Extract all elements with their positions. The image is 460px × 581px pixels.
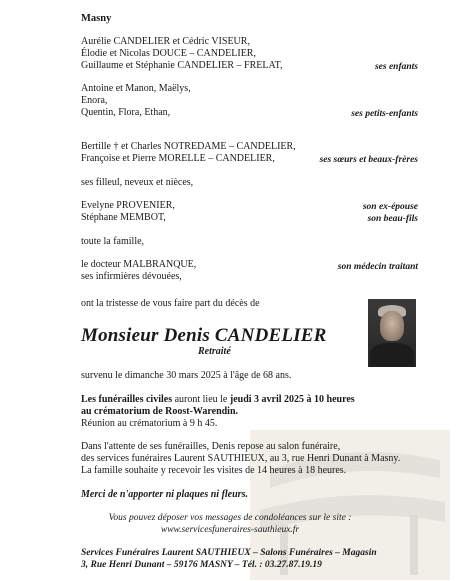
funeral-line-1 [81,394,355,406]
funeral-place: au crématorium de Roost-Warendin. [81,406,239,417]
funeral-home-address: 3, Rue Henri Dunant – 59176 MASNY – Tél. : 03.27.87.19.19 [81,560,322,570]
relation-label: son médecin traitant [337,262,418,272]
relation-label: ses sœurs et beaux-frères [319,155,418,165]
funeral-home-line: Services Funéraires Laurent SAUTHIEUX – Salons Funéraires – Magasin [81,548,377,558]
family-line: Quentin, Flora, Ethan, [81,107,171,118]
family-line: Bertille † et Charles NOTREDAME – CANDELIER, [81,141,296,152]
deceased-name: Monsieur Denis CANDELIER [81,325,327,346]
family-line: Antoine et Manon, Maëlys, [81,83,191,94]
family-line: ses infirmières dévouées, [81,271,182,282]
rest-line: La famille souhaite y recevoir les visites de 14 heures à 18 heures. [81,465,347,476]
family-line: Élodie et Nicolas DOUCE – CANDELIER, [81,48,256,59]
relation-label: son beau-fils [367,214,418,224]
announcement-text: ont la tristesse de vous faire part du décès de [81,298,260,309]
town-name: Masny [81,13,112,24]
death-line: survenu le dimanche 30 mars 2025 à l'âge de 68 ans. [81,370,292,381]
family-line: ses filleul, neveux et nièces, [81,177,194,188]
funeral-type: Les funérailles civiles [81,394,173,405]
relation-label: ses petits-enfants [351,109,418,119]
family-line: Guillaume et Stéphanie CANDELIER – FRELAT, [81,60,283,71]
funeral-date: jeudi 3 avril 2025 à 10 heures [229,394,355,405]
funeral-text: auront lieu le [172,394,230,405]
condolences-text: Vous pouvez déposer vos messages de condoléances sur le site : [108,513,352,523]
relation-label: ses enfants [374,62,418,72]
family-line: Françoise et Pierre MORELLE – CANDELIER, [81,153,275,164]
family-line: le docteur MALBRANQUE, [81,259,197,270]
relation-label: son ex-épouse [362,202,418,212]
family-line: Stéphane MEMBOT, [81,212,166,223]
funeral-meeting: Réunion au crématorium à 9 h 45. [81,418,218,429]
rest-line: des services funéraires Laurent SAUTHIEUX, au 3, rue Henri Dunant à Masny. [81,453,401,464]
rest-line: Dans l'attente de ses funérailles, Denis repose au salon funéraire, [81,441,341,452]
family-line: toute la famille, [81,236,145,247]
family-line: Evelyne PROVENIER, [81,200,175,211]
condolences-url[interactable]: www.servicesfuneraires-sauthieux.fr [160,525,300,535]
family-line: Aurélie CANDELIER et Cédric VISEUR, [81,36,250,47]
no-flowers-note: Merci de n'apporter ni plaques ni fleurs. [81,489,248,500]
deceased-photo [368,299,416,367]
deceased-title: Retraité [198,346,231,357]
family-line: Enora, [81,95,108,106]
